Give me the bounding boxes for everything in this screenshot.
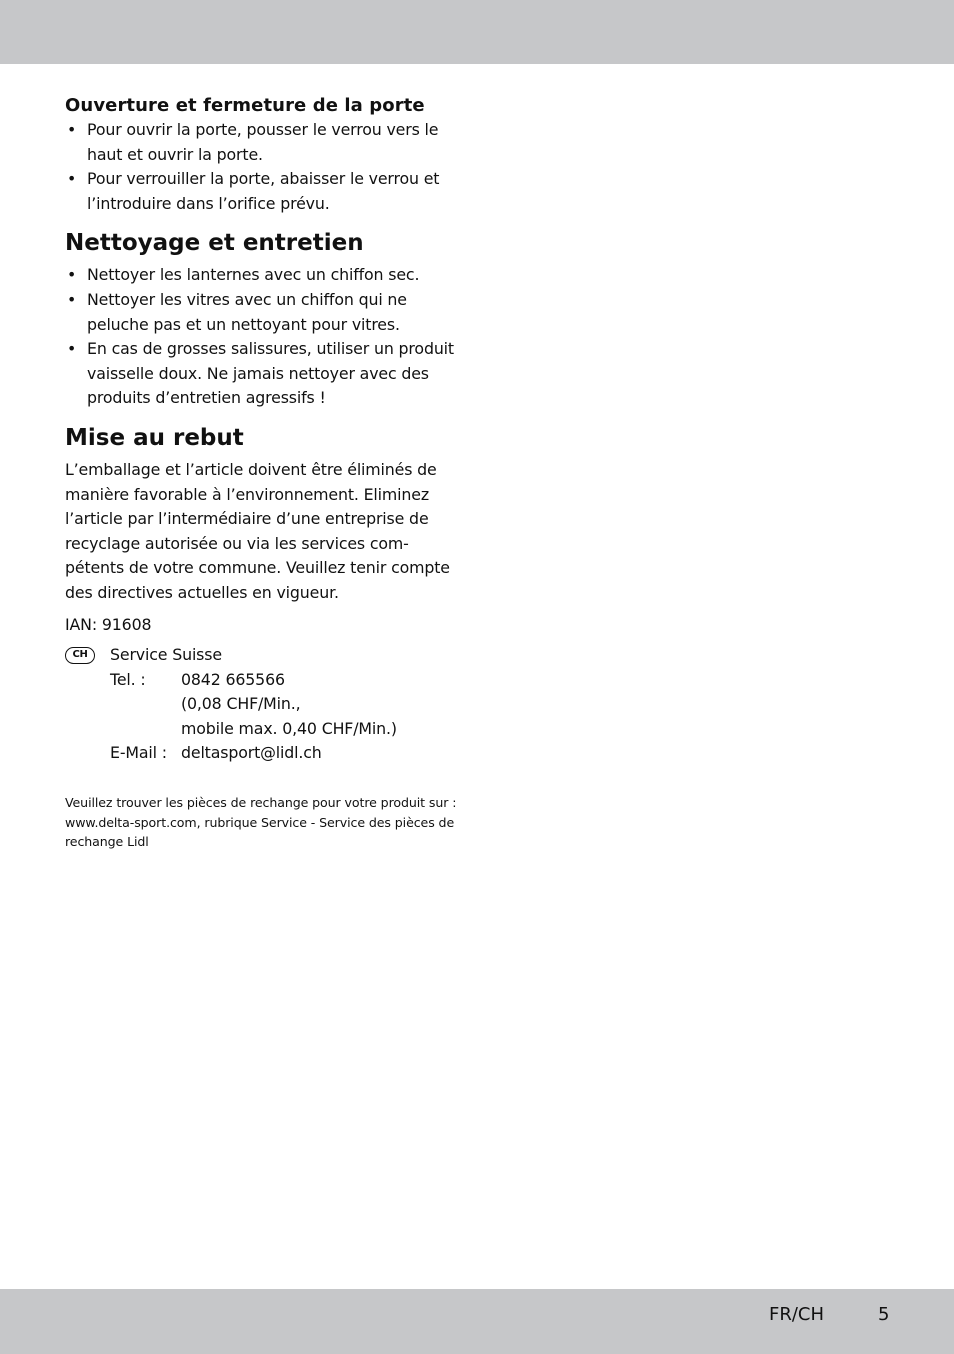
service-name: Service Suisse [110, 645, 222, 665]
bullet-icon: • [67, 289, 77, 309]
manual-content [65, 94, 465, 852]
disposal-paragraph: L’emballage et l’article doivent être éliminés de manière favorable à l’environnement. Eliminez l’article par l’intermédiaire d’une entreprise de recyclage autorisée ou via les services com-pétents de votre commune. Veuillez tenir compte des directives actuelles en vigueur. [65, 459, 450, 602]
ian-number: IAN: 91608 [65, 614, 152, 634]
list-item-text: Nettoyer les lanternes avec un chiffon sec. [87, 265, 420, 285]
bullet-icon: • [67, 265, 77, 285]
footer-language: FR/CH [769, 1304, 825, 1325]
phone-rate-row [110, 692, 465, 717]
list-item-text: Pour ouvrir la porte, pousser le verrou vers le haut et ouvrir la porte. [87, 120, 439, 164]
list-item [65, 167, 465, 216]
ch-country-badge: CH [65, 647, 95, 664]
bullet-icon: • [67, 120, 77, 139]
cleaning-section-heading: Nettoyage et entretien [65, 230, 364, 257]
bullet-icon: • [67, 339, 77, 359]
header-band [0, 0, 954, 64]
cleaning-instructions-list [65, 263, 465, 411]
email-label: E-Mail : [110, 743, 167, 763]
service-contact [65, 643, 465, 766]
phone-rate-row [110, 717, 465, 742]
door-section-heading: Ouverture et fermeture de la porte [65, 95, 425, 116]
list-item [65, 288, 465, 337]
disposal-section-heading: Mise au rebut [65, 424, 244, 451]
list-item-text: En cas de grosses salissures, utiliser un produit vaisselle doux. Ne jamais nettoyer avec des produits d’entretien agressifs ! [87, 339, 454, 408]
email-row [110, 741, 465, 766]
door-instructions-list [65, 118, 465, 216]
bullet-icon: • [67, 169, 77, 189]
phone-row [110, 668, 465, 693]
phone-rate-line-1: (0,08 CHF/Min., [181, 694, 301, 714]
list-item [65, 337, 465, 411]
list-item [65, 118, 465, 167]
list-item-text: Nettoyer les vitres avec un chiffon qui ne peluche pas et un nettoyant pour vitres. [87, 289, 407, 334]
email-address: deltasport@lidl.ch [181, 743, 322, 763]
page-number: 5 [878, 1304, 890, 1325]
list-item-text: Pour verrouiller la porte, abaisser le verrou et l’introduire dans l’orifice prévu. [87, 169, 440, 213]
phone-rate-line-2: mobile max. 0,40 CHF/Min.) [181, 718, 397, 738]
phone-label: Tel. : [110, 669, 146, 689]
spare-parts-note: Veuillez trouver les pièces de rechange pour votre produit sur : www.delta-sport.com, rubrique Service - Service des pièces de rechange Lidl [65, 795, 457, 850]
phone-number: 0842 665566 [181, 669, 285, 689]
service-details [110, 643, 465, 766]
list-item [65, 263, 465, 288]
